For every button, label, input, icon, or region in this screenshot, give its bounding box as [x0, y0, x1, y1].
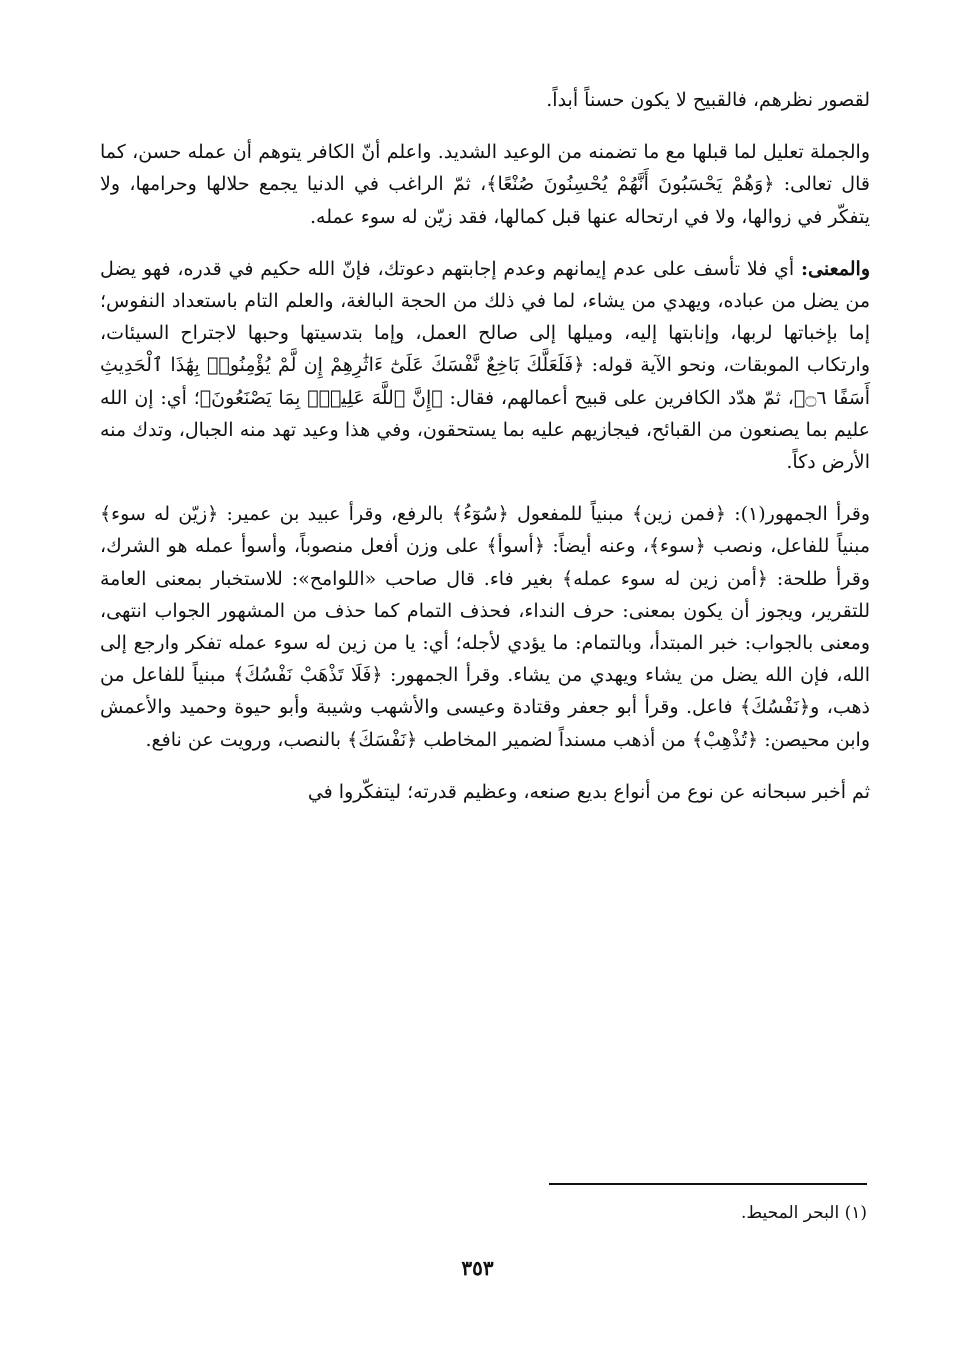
footnote: (١) البحر المحيط. [741, 1203, 867, 1223]
page-body [100, 70, 870, 828]
paragraph-5 [100, 776, 870, 808]
page-number: ٣٥٣ [461, 1256, 494, 1280]
paragraph-4-text: وقرأ الجمهور(١): ﴿فمن زين﴾ مبنياً للمفعول ﴿سُوٓءُ﴾ بالرفع، وقرأ عبيد بن عمير: ﴿زيّن له سوء﴾ مبنياً للفاعل، ونصب ﴿سوء﴾، وعنه أيضاً: ﴿أسوأ﴾ على وزن أفعل منصوباً، وأسوأ عمله هو الشرك، وقرأ طلحة: ﴿أمن زين له سوء عمله﴾ بغير فاء. قال صاحب «اللوامح»: للاستخبار بمعنى العامة للتقرير، ويجوز أن يكون بمعنى: حرف النداء، فحذف التمام كما حذف من المشهور الجواب انتهى، ومعنى بالجواب: خبر المبتدأ، وبالتمام: ما يؤدي لأجله؛ أي: يا من زين له سوء عمله تفكر وارجع إلى الله، فإن الله يضل من يشاء ويهدي من يشاء. وقرأ الجمهور: ﴿فَلَا تَذْهَبْ نَفْسُكَ﴾ مبنياً للفاعل من ذهب، و﴿نَفْسُكَ﴾ فاعل. وقرأ أبو جعفر وقتادة وعيسى والأشهب وشيبة وأبو حيوة وحميد والأعمش وابن محيصن: ﴿تُذْهِبْ﴾ من أذهب مسنداً لضمير المخاطب ﴿نَفْسَكَ﴾ بالنصب، ورويت عن نافع. [100, 503, 870, 751]
paragraph-1-text: لقصور نظرهم، فالقبيح لا يكون حسناً أبداً. [546, 89, 870, 111]
paragraph-3-text: أي فلا تأسف على عدم إيمانهم وعدم إجابتهم دعوتك، فإنّ الله حكيم في قدره، فهو يضل من يضل من عباده، ويهدي من يشاء، لما في ذلك من الحجة البالغة، والعلم التام باستعداد النفوس؛ إما بإخباتها لربها، وإنابتها إليه، وميلها إلى صالح العمل، وإما بتدسيتها وحبها لاجتراح السيئات، وارتكاب الموبقات، ونحو الآية قوله: ﴿فَلَعَلَّكَ بَاخِعٌ نَّفْسَكَ عَلَىٰٓ ءَاثَٰرِهِمْ إِن لَّمْ يُؤْمِنُوا۟ بِهَٰذَا ٱلْحَدِيثِ أَسَفًا ۝٦﴾، ثمّ هدّد الكافرين على قبيح أعمالهم، فقال: ﴿إِنَّ ٱللَّهَ عَلِيمٌۢ بِمَا يَصْنَعُونَ﴾؛ أي: إن الله عليم بما يصنعون من القبائح، فيجازيهم عليه بما يستحقون، وفي هذا وعيد تهد منه الجبال، وتدك منه الأرض دكاً. [100, 257, 870, 474]
footnote-divider [549, 1183, 867, 1185]
paragraph-2 [100, 136, 870, 233]
paragraph-3-lead: والمعنى: [801, 257, 870, 280]
paragraph-3 [100, 253, 870, 478]
paragraph-4 [100, 498, 870, 756]
paragraph-2-text: والجملة تعليل لما قبلها مع ما تضمنه من الوعيد الشديد. واعلم أنّ الكافر يتوهم أن عمله حسن، كما قال تعالى: ﴿وَهُمْ يَحْسَبُونَ أَنَّهُمْ يُحْسِنُونَ صُنْعًا﴾، ثمّ الراغب في الدنيا يجمع حلالها وحرامها، ولا يتفكّر في زوالها، ولا في ارتحاله عنها قبل كمالها، فقد زيّن له سوء عمله. [100, 141, 870, 228]
paragraph-5-text: ثم أخبر سبحانه عن نوع من أنواع بديع صنعه، وعظيم قدرته؛ ليتفكّروا في [307, 780, 870, 803]
paragraph-1 [100, 84, 870, 116]
